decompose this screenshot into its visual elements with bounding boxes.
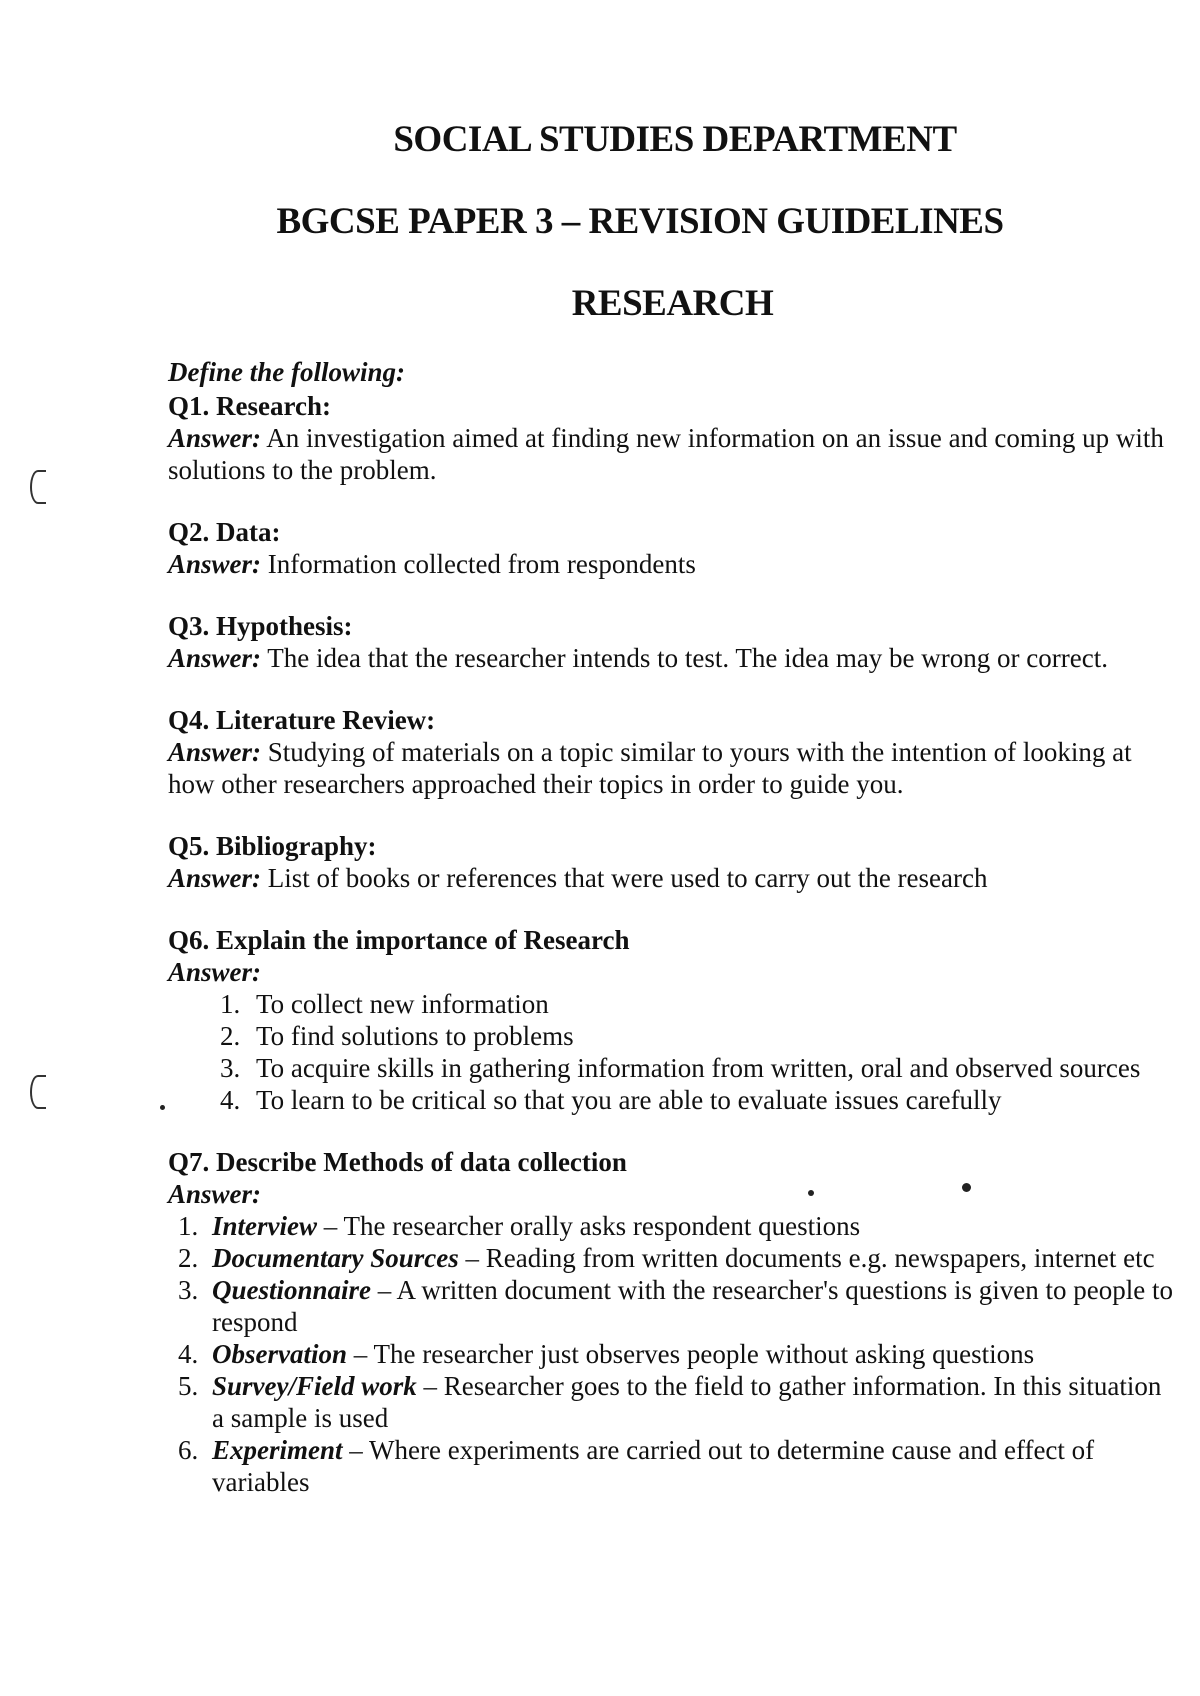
- punch-hole-mark: [30, 470, 46, 504]
- list-number: 3.: [220, 1053, 241, 1083]
- method-description: – A written document with the researcher's questions is given to people to respond: [212, 1275, 1173, 1337]
- question-block: [168, 610, 1178, 674]
- list-item: [168, 1274, 1178, 1338]
- method-description: – Reading from written documents e.g. newspapers, internet etc: [458, 1243, 1155, 1273]
- list-item: [168, 1210, 1178, 1242]
- answer-label: Answer:: [168, 423, 262, 453]
- paper-heading: BGCSE PAPER 3 – REVISION GUIDELINES: [276, 201, 1004, 242]
- method-term: Experiment: [212, 1435, 343, 1465]
- answer-text: [168, 956, 1178, 988]
- answer-text: [168, 422, 1178, 486]
- method-description: – Where experiments are carried out to determine cause and effect of variables: [212, 1435, 1095, 1497]
- list-item: [168, 1338, 1178, 1370]
- answer-text: [168, 862, 1178, 894]
- method-description: – The researcher just observes people without asking questions: [347, 1339, 1035, 1369]
- answer-text: [168, 642, 1178, 674]
- department-heading: SOCIAL STUDIES DEPARTMENT: [393, 119, 957, 160]
- answer-label: Answer:: [168, 643, 262, 673]
- section-intro: Define the following:: [168, 357, 405, 387]
- list-item: [168, 1242, 1178, 1274]
- list-number: 4.: [178, 1339, 199, 1369]
- answer-label: Answer:: [168, 863, 262, 893]
- question-title: Q1. Research:: [168, 391, 331, 421]
- answer-label: Answer:: [168, 737, 262, 767]
- answer-label: Answer:: [168, 957, 262, 987]
- list-text: To find solutions to problems: [256, 1021, 574, 1051]
- answer-label: Answer:: [168, 549, 262, 579]
- list-number: 2.: [220, 1021, 241, 1051]
- answer-body: Studying of materials on a topic similar to yours with the intention of looking at how other researchers approached their topics in order to guide you.: [168, 737, 1132, 799]
- topic-heading: RESEARCH: [571, 283, 774, 324]
- answer-body: Information collected from respondents: [267, 549, 696, 579]
- list-number: 3.: [178, 1275, 199, 1305]
- question-block-importance: [168, 924, 1178, 1116]
- method-term: Interview: [212, 1211, 317, 1241]
- method-description: – The researcher orally asks respondent questions: [317, 1211, 861, 1241]
- list-text: To collect new information: [256, 989, 549, 1019]
- punch-hole-mark: [30, 1075, 46, 1109]
- importance-list: [168, 988, 1178, 1116]
- list-text: To learn to be critical so that you are able to evaluate issues carefully: [256, 1085, 1002, 1115]
- list-text: To acquire skills in gathering information from written, oral and observed sources: [256, 1053, 1141, 1083]
- list-item: [168, 1052, 1178, 1084]
- question-title: Q7. Describe Methods of data collection: [168, 1147, 627, 1177]
- answer-text: [168, 736, 1178, 800]
- question-block: [168, 830, 1178, 894]
- methods-list: [168, 1210, 1178, 1498]
- answer-text: [168, 1178, 1178, 1210]
- list-number: 1.: [178, 1211, 199, 1241]
- question-title: Q6. Explain the importance of Research: [168, 925, 630, 955]
- list-number: 5.: [178, 1371, 199, 1401]
- question-block: [168, 704, 1178, 800]
- answer-label: Answer:: [168, 1179, 262, 1209]
- method-term: Observation: [212, 1339, 347, 1369]
- answer-body: An investigation aimed at finding new information on an issue and coming up with solutions to the problem.: [168, 423, 1164, 485]
- question-block-methods: [168, 1146, 1178, 1498]
- method-term: Questionnaire: [212, 1275, 372, 1305]
- list-number: 1.: [220, 989, 241, 1019]
- answer-body: The idea that the researcher intends to test. The idea may be wrong or correct.: [267, 643, 1108, 673]
- answer-text: [168, 548, 1178, 580]
- list-item: [168, 1084, 1178, 1116]
- list-item: [168, 988, 1178, 1020]
- question-title: Q4. Literature Review:: [168, 705, 436, 735]
- question-block: [168, 390, 1178, 486]
- list-number: 6.: [178, 1435, 199, 1465]
- list-number: 2.: [178, 1243, 199, 1273]
- method-term: Survey/Field work: [212, 1371, 417, 1401]
- question-title: Q2. Data:: [168, 517, 281, 547]
- question-title: Q5. Bibliography:: [168, 831, 377, 861]
- list-item: [168, 1020, 1178, 1052]
- list-item: [168, 1370, 1178, 1434]
- answer-body: List of books or references that were used to carry out the research: [267, 863, 988, 893]
- question-block: [168, 516, 1178, 580]
- list-item: [168, 1434, 1178, 1498]
- list-number: 4.: [220, 1085, 241, 1115]
- document-body: [168, 356, 1178, 1528]
- method-description: – Researcher goes to the field to gather information. In this situation a sample is used: [212, 1371, 1162, 1433]
- question-title: Q3. Hypothesis:: [168, 611, 353, 641]
- ink-speck: [160, 1105, 165, 1110]
- method-term: Documentary Sources: [212, 1243, 459, 1273]
